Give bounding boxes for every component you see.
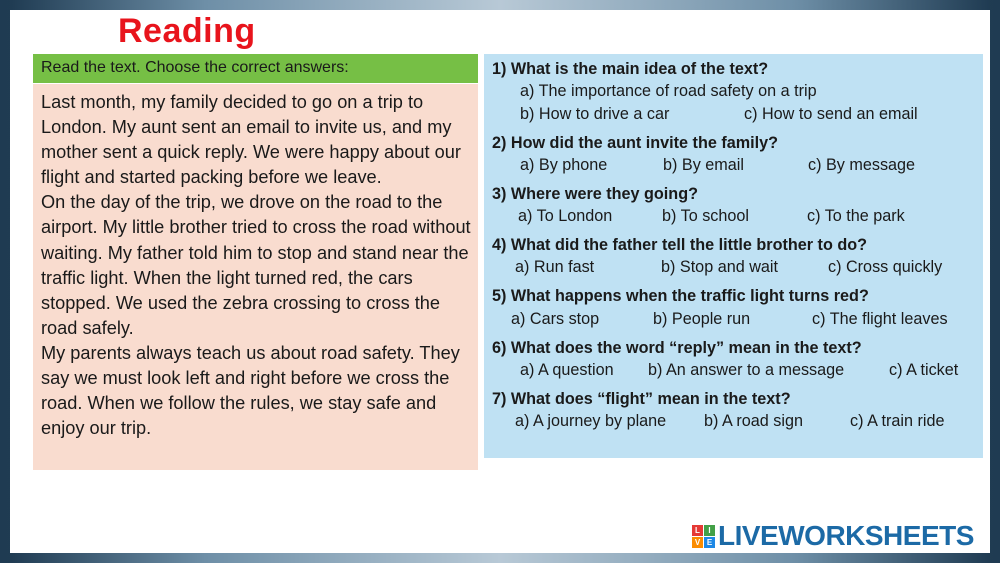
- q1-option-b[interactable]: b) How to drive a car: [520, 105, 670, 123]
- question-4: 4) What did the father tell the little brother to do?: [492, 236, 867, 254]
- q6-option-c[interactable]: c) A ticket: [889, 361, 959, 379]
- q3-option-b[interactable]: b) To school: [662, 207, 749, 225]
- question-1: 1) What is the main idea of the text?: [492, 60, 769, 78]
- question-2: 2) How did the aunt invite the family?: [492, 134, 779, 152]
- question-6: 6) What does the word “reply” mean in the text?: [492, 339, 862, 357]
- q1-option-a[interactable]: a) The importance of road safety on a trip: [520, 82, 817, 100]
- q5-option-b[interactable]: b) People run: [653, 310, 751, 328]
- q2-option-b[interactable]: b) By email: [663, 156, 744, 174]
- q7-option-c[interactable]: c) A train ride: [850, 412, 945, 430]
- logo-block-e: E: [704, 537, 715, 548]
- instructions-header: Read the text. Choose the correct answers:: [33, 54, 478, 83]
- logo-blocks-icon: [692, 525, 715, 548]
- passage-paragraph-1: Last month, my family decided to go on a trip to London. My aunt sent an email to invite us, and my mother sent a quick reply. We were happy about our flight and started packing before we leave.: [41, 92, 461, 188]
- q2-option-c[interactable]: c) By message: [808, 156, 916, 174]
- q4-option-c[interactable]: c) Cross quickly: [828, 258, 943, 276]
- reading-passage: [33, 84, 478, 470]
- q4-option-b[interactable]: b) Stop and wait: [661, 258, 778, 276]
- liveworksheets-logo[interactable]: [692, 521, 974, 551]
- passage-paragraph-2: On the day of the trip, we drove on the road to the airport. My little brother tried to cross the road without waiting. My father told him to stop and stand near the traffic light. When the light turned red, the cars stopped. We used the zebra crossing to cross the road safely.: [41, 192, 471, 338]
- page-title: Reading: [118, 12, 256, 50]
- q5-option-a[interactable]: a) Cars stop: [511, 310, 600, 328]
- q6-option-a[interactable]: a) A question: [520, 361, 614, 379]
- q6-option-b[interactable]: b) An answer to a message: [648, 361, 845, 379]
- logo-block-i: I: [704, 525, 715, 536]
- q3-option-a[interactable]: a) To London: [518, 207, 613, 225]
- q1-option-c[interactable]: c) How to send an email: [744, 105, 918, 123]
- logo-text: LIVEWORKSHEETS: [718, 520, 974, 551]
- q5-option-c[interactable]: c) The flight leaves: [812, 310, 948, 328]
- q3-option-c[interactable]: c) To the park: [807, 207, 905, 225]
- logo-block-l: L: [692, 525, 703, 536]
- question-3: 3) Where were they going?: [492, 185, 698, 203]
- q7-option-a[interactable]: a) A journey by plane: [515, 412, 667, 430]
- q2-option-a[interactable]: a) By phone: [520, 156, 608, 174]
- passage-paragraph-3: My parents always teach us about road safety. They say we must look left and right before we cross the road. When we follow the rules, we stay safe and enjoy our trip.: [41, 342, 460, 439]
- question-7: 7) What does “flight” mean in the text?: [492, 390, 791, 408]
- logo-block-v: V: [692, 537, 703, 548]
- q7-option-b[interactable]: b) A road sign: [704, 412, 803, 430]
- question-5: 5) What happens when the traffic light turns red?: [492, 287, 869, 305]
- q4-option-a[interactable]: a) Run fast: [515, 258, 595, 276]
